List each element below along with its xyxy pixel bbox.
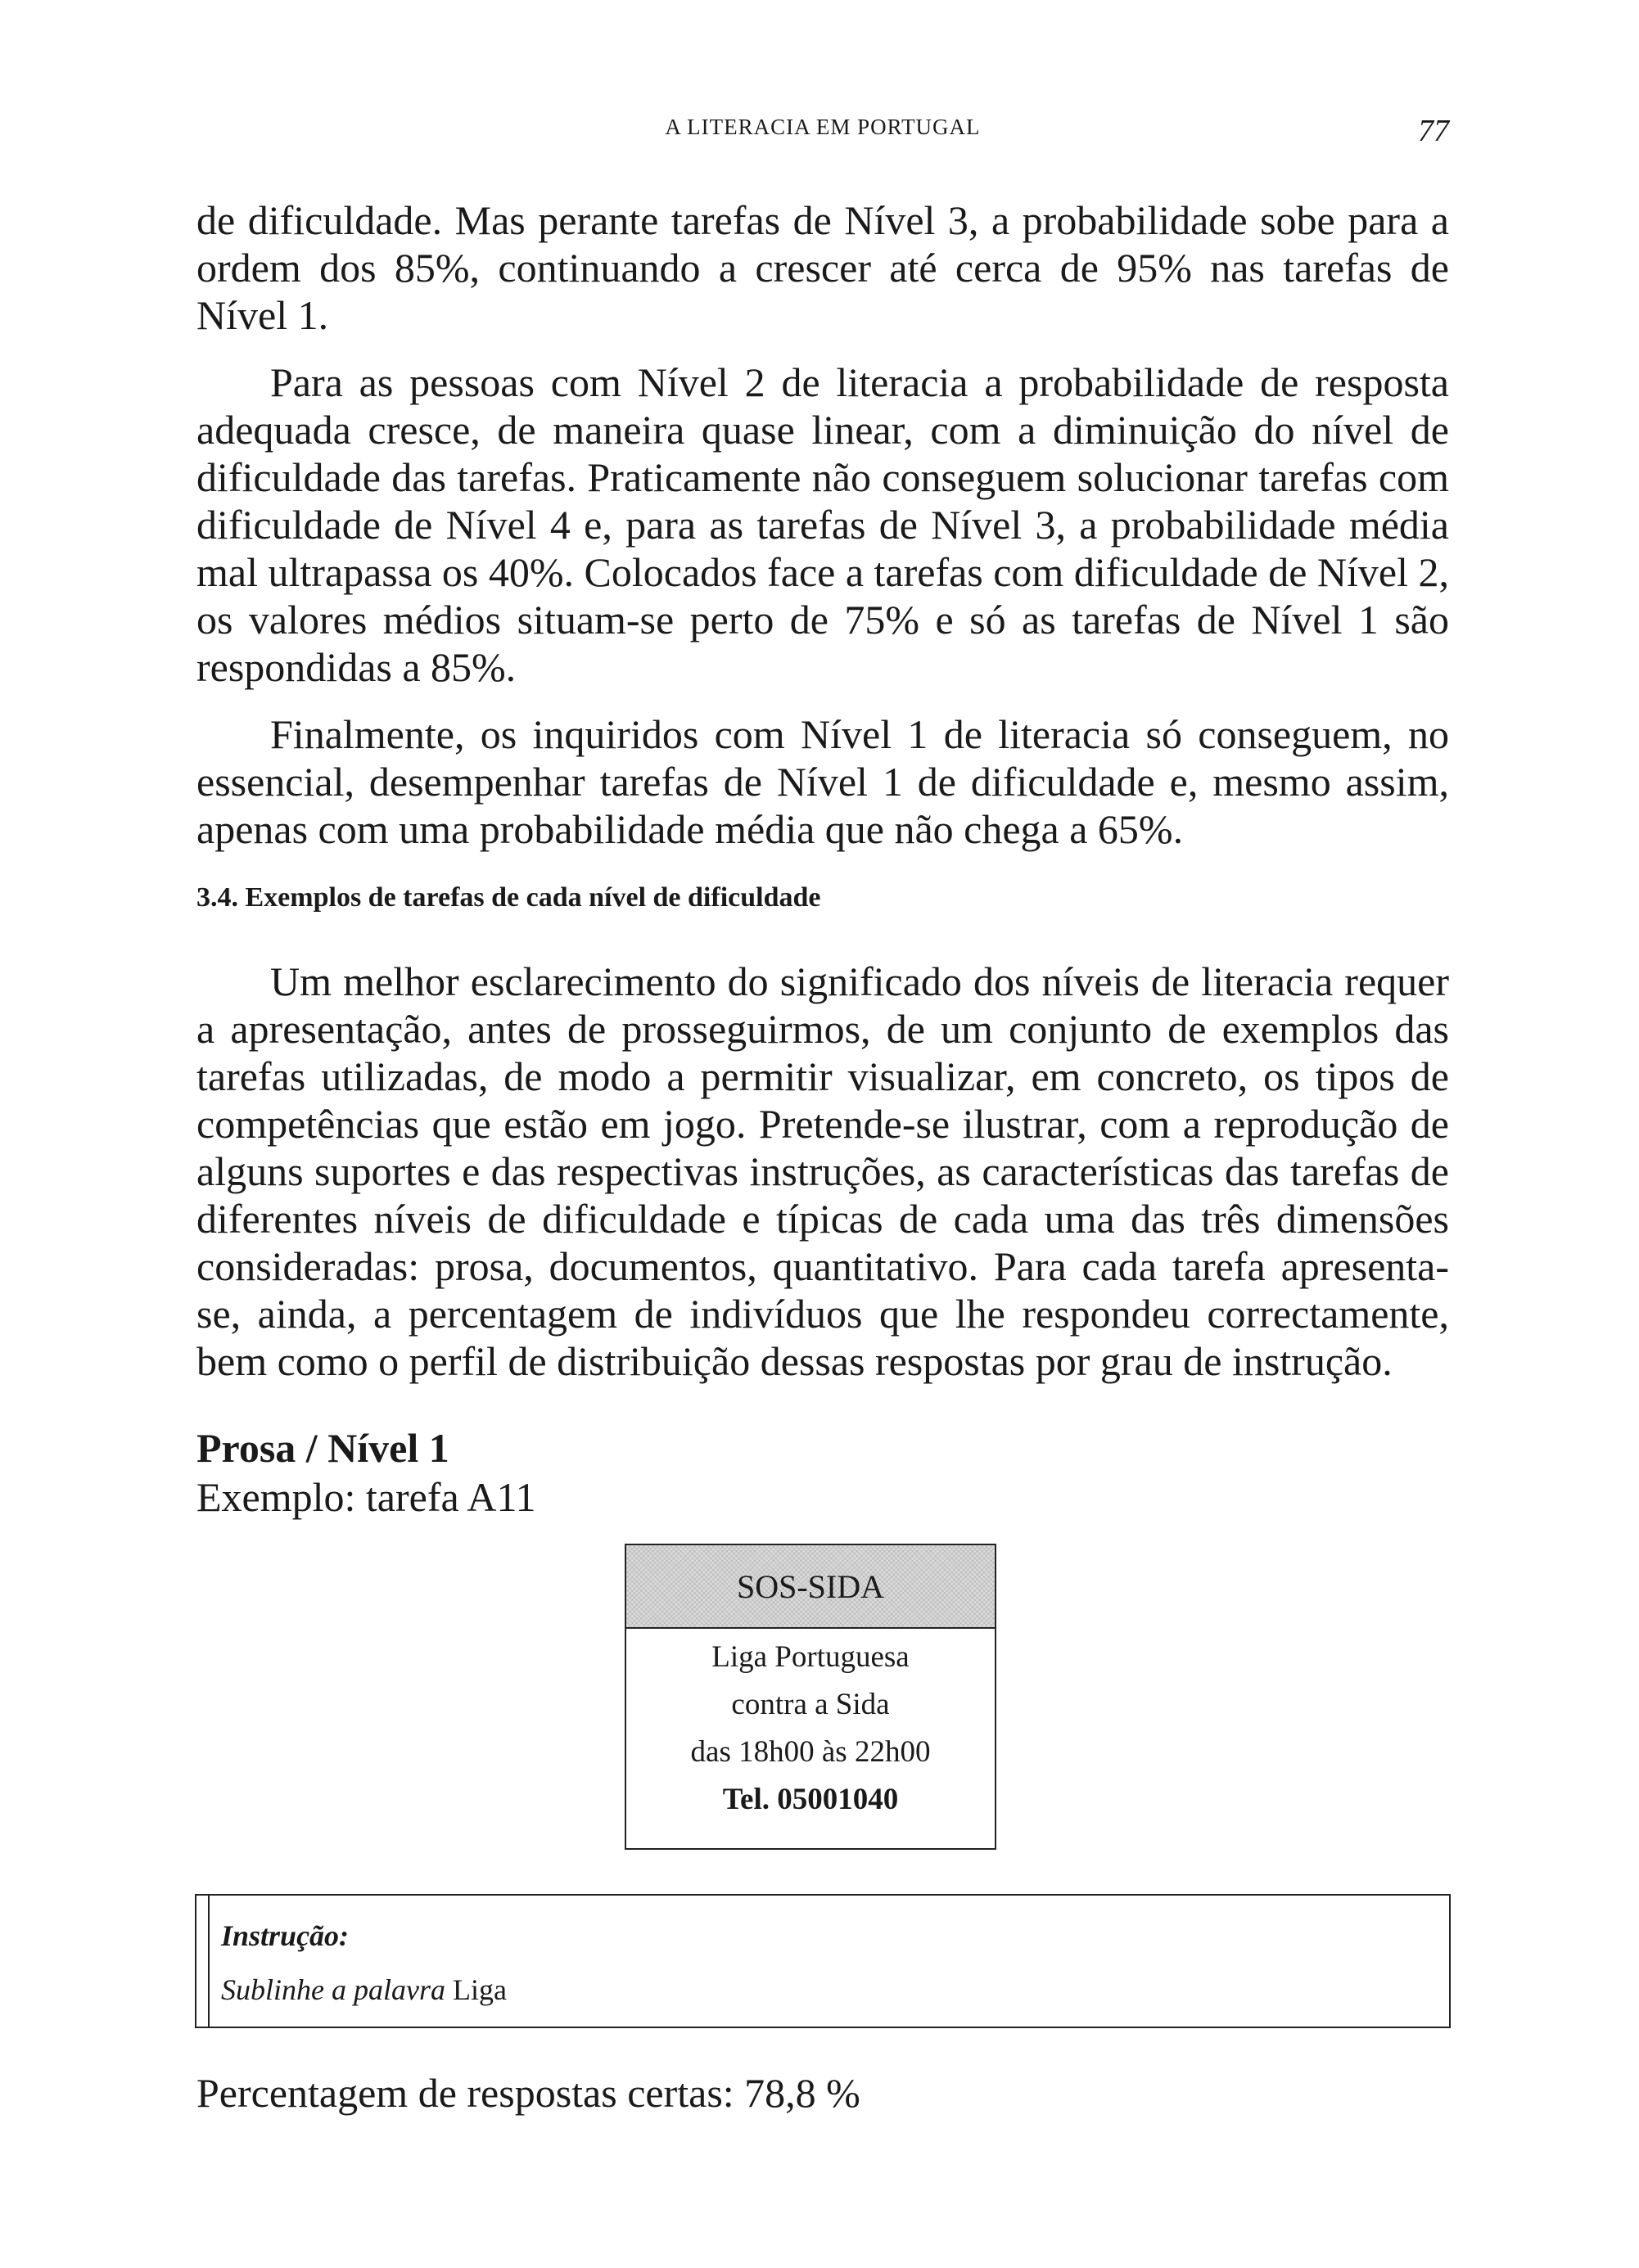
sos-sida-box (625, 1544, 996, 1850)
sos-box-body (626, 1629, 995, 1824)
instruction-heading: Instrução: (221, 1919, 350, 1952)
page-header (196, 113, 1449, 162)
running-head: A LITERACIA EM PORTUGAL (665, 115, 981, 139)
section-heading: 3.4. Exemplos de tarefas de cada nível de dificuldade (196, 882, 821, 913)
body-text (196, 196, 1449, 872)
section-body (196, 958, 1449, 1385)
sos-line: contra a Sida (731, 1688, 890, 1721)
instruction-word: Liga (452, 1973, 507, 2006)
sos-tel: Tel. 05001040 (722, 1783, 899, 1816)
page-number: 77 (1418, 114, 1449, 148)
example-title: Prosa / Nível 1 (196, 1425, 449, 1471)
instruction-italic: Sublinhe a palavra (221, 1973, 445, 2006)
example-label: Exemplo: tarefa A11 (196, 1474, 536, 1520)
sos-box-title: SOS-SIDA (626, 1545, 995, 1629)
sos-line: Liga Portuguesa (711, 1640, 910, 1674)
sos-hours: das 18h00 às 22h00 (690, 1735, 931, 1769)
instruction-text (221, 1973, 507, 2007)
paragraph: de dificuldade. Mas perante tarefas de Nível 3, a probabilidade sobe para a ordem dos 85%, continuando a crescer até cerca de 95% nas tarefas de Nível 1. (196, 197, 1449, 338)
instruction-box (195, 1894, 1451, 2028)
result-line: Percentagem de respostas certas: 78,8 % (196, 2070, 860, 2116)
paragraph: Finalmente, os inquiridos com Nível 1 de literacia só conseguem, no essencial, desempenhar tarefas de Nível 1 de dificuldade e, mesmo assim, apenas com uma probabilidade média que não chega a 65%. (196, 711, 1449, 852)
paragraph: Para as pessoas com Nível 2 de literacia a probabilidade de resposta adequada cresce, de maneira quase linear, com a diminuição do nível de dificuldade das tarefas. Praticamente não conseguem solucionar tarefas com dificuldade de Nível 4 e, para as tarefas de Nível 3, a probabilidade média mal ultrapassa os 40%. Colocados face a tarefas com dificuldade de Nível 2, os valores médios situam-se perto de 75% e só as tarefas de Nível 1 são respondidas a 85%. (196, 359, 1450, 690)
paragraph: Um melhor esclarecimento do significado dos níveis de literacia requer a apresentação, antes de prosseguirmos, de um conjunto de exemplos das tarefas utilizadas, de modo a permitir visualizar, em concreto, os tipos de competências que estão em jogo. Pretende-se ilustrar, com a reprodução de alguns suportes e das respectivas instruções, as características das tarefas de diferentes níveis de dificuldade e típicas de cada uma das três dimensões consideradas: prosa, documentos, quantitativo. Para cada tarefa apresenta-se, ainda, a percentagem de indivíduos que lhe respondeu correctamente, bem como o perfil de distribuição dessas respostas por grau de instrução. (196, 958, 1449, 1384)
